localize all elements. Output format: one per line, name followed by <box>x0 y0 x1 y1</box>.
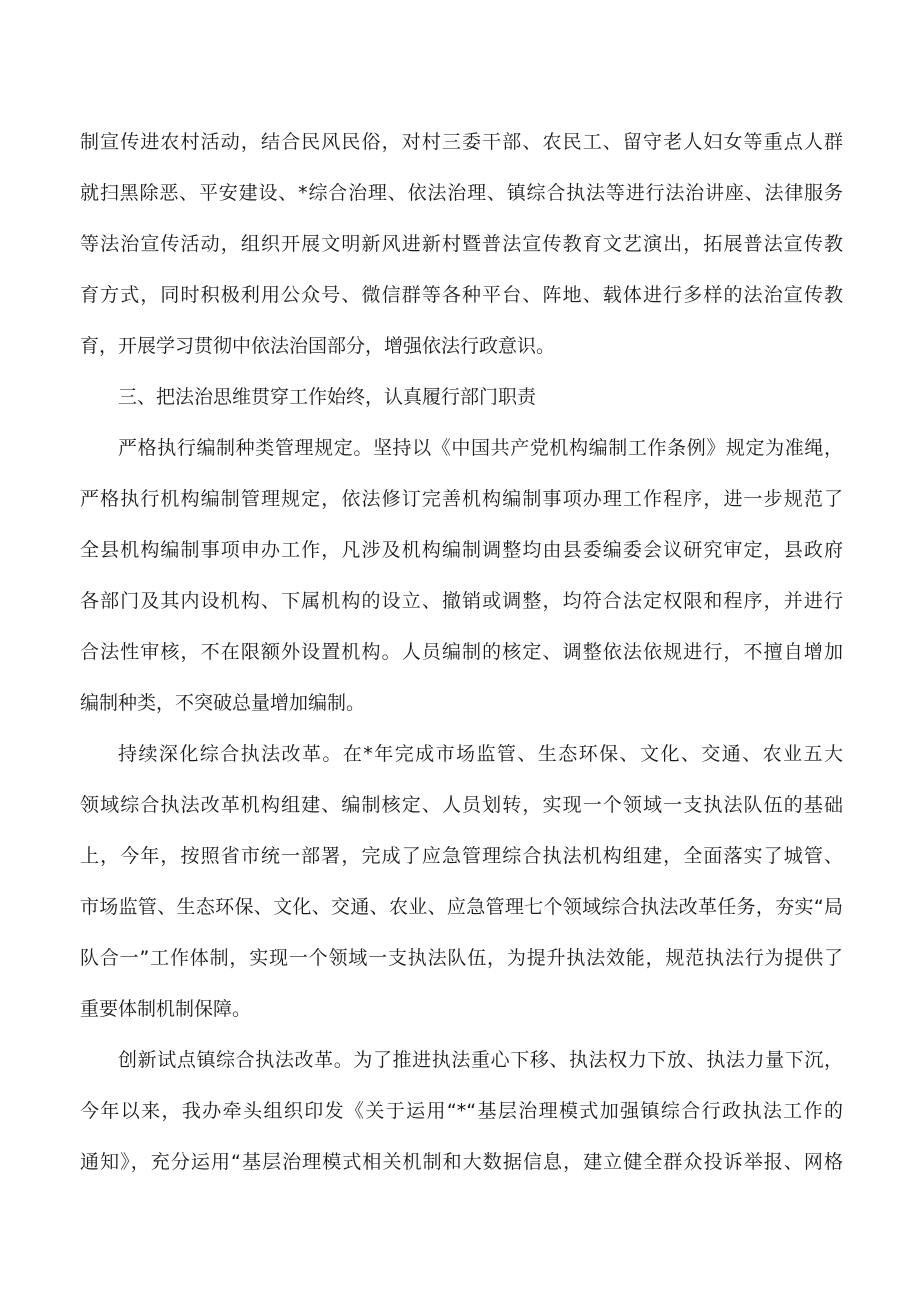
paragraph-1-line-1: 制宣传进农村活动，结合民风民俗，对村三委干部、农民工、留守老人妇女等重点人群 <box>80 131 843 153</box>
paragraph-2-line-6: 编制种类，不突破总量增加编制。 <box>80 692 366 714</box>
section-heading-3: 三、把法治思维贯穿工作始终，认真履行部门职责 <box>118 386 537 408</box>
paragraph-2-line-5: 合法性审核，不在限额外设置机构。人员编制的核定、调整依法依规进行，不擅自增加 <box>80 641 843 663</box>
paragraph-3-line-3: 上，今年，按照省市统一部署，完成了应急管理综合执法机构组建，全面落实了城管、 <box>80 845 843 867</box>
paragraph-2-line-1: 严格执行编制种类管理规定。坚持以《中国共产党机构编制工作条例》规定为准绳， <box>118 437 843 459</box>
paragraph-3-line-6: 重要体制机制保障。 <box>80 998 252 1020</box>
paragraph-3-line-5: 队合一”工作体制，实现一个领域一支执法队伍，为提升执法效能，规范执法行为提供了 <box>80 947 843 969</box>
paragraph-3-line-4: 市场监管、生态环保、文化、交通、农业、应急管理七个领域综合执法改革任务，夯实“局 <box>80 896 843 918</box>
paragraph-4-line-2: 今年以来，我办牵头组织印发《关于运用“*“基层治理模式加强镇综合行政执法工作的 <box>80 1100 843 1122</box>
paragraph-2-line-3: 全县机构编制事项申办工作，凡涉及机构编制调整均由县委编委会议研究审定，县政府 <box>80 539 843 561</box>
paragraph-2-line-4: 各部门及其内设机构、下属机构的设立、撤销或调整，均符合法定权限和程序，并进行 <box>80 590 843 612</box>
paragraph-4-line-3: 通知》，充分运用“基层治理模式相关机制和大数据信息，建立健全群众投诉举报、网格 <box>80 1151 843 1173</box>
paragraph-1-line-2: 就扫黑除恶、平安建设、*综合治理、依法治理、镇综合执法等进行法治讲座、法律服务 <box>80 182 843 204</box>
paragraph-3-line-2: 领域综合执法改革机构组建、编制核定、人员划转，实现一个领域一支执法队伍的基础 <box>80 794 843 816</box>
paragraph-1-line-5: 育，开展学习贯彻中依法治国部分，增强依法行政意识。 <box>80 335 556 357</box>
paragraph-1-line-3: 等法治宣传活动，组织开展文明新风进新村暨普法宣传教育文艺演出，拓展普法宣传教 <box>80 233 843 255</box>
paragraph-3-line-1: 持续深化综合执法改革。在*年完成市场监管、生态环保、文化、交通、农业五大 <box>118 743 843 765</box>
paragraph-1-line-4: 育方式，同时积极利用公众号、微信群等各种平台、阵地、载体进行多样的法治宣传教 <box>80 284 843 306</box>
paragraph-4-line-1: 创新试点镇综合执法改革。为了推进执法重心下移、执法权力下放、执法力量下沉， <box>118 1049 843 1071</box>
paragraph-2-line-2: 严格执行机构编制管理规定，依法修订完善机构编制事项办理工作程序，进一步规范了 <box>80 488 843 510</box>
